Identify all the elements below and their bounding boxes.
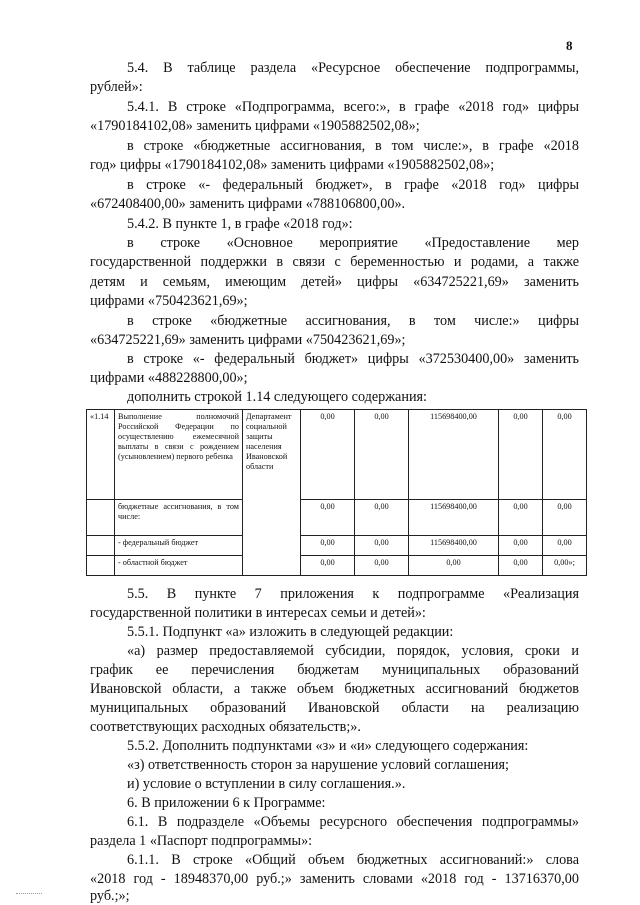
table-cell: 0,00 — [355, 500, 409, 536]
text-line: «а) размер предоставляемой субсидии, порядок, условия, сроки и — [127, 643, 579, 659]
table-row — [87, 410, 587, 500]
text-line: 6. В приложении 6 к Программе: — [127, 795, 326, 811]
text-line: и) условие о вступлении в силу соглашения.». — [127, 776, 406, 792]
table-cell: 0,00 — [499, 500, 543, 536]
table-cell: 0,00 — [355, 536, 409, 556]
text-line: дополнить строкой 1.14 следующего содержания: — [127, 389, 428, 405]
text-line: «2018 год - 18948370,00 руб.;» заменить словами «2018 год - 13716370,00 — [90, 871, 579, 887]
text-line: «672408400,00» заменить цифрами «788106800,00». — [90, 196, 406, 212]
text-line: «з) ответственность сторон за нарушение условий соглашения; — [127, 757, 509, 773]
row-label: - областной бюджет — [115, 556, 243, 576]
table-cell: 0,00»; — [543, 556, 587, 576]
text-line: руб.;»; — [90, 888, 130, 904]
table-cell: 0,00 — [543, 500, 587, 536]
row-label: - федеральный бюджет — [115, 536, 243, 556]
table-cell: 115698400,00 — [409, 536, 499, 556]
table-cell: 0,00 — [499, 536, 543, 556]
table-row — [87, 556, 587, 576]
text-line: в строке «бюджетные ассигнования, в том числе:», в графе «2018 — [127, 138, 579, 154]
text-line: «1790184102,08» заменить цифрами «1905882502,08»; — [90, 118, 420, 134]
executor: Департамент социальной защиты населения Ивановской области — [243, 410, 301, 576]
text-line: 5.4.2. В пункте 1, в графе «2018 год»: — [127, 216, 353, 232]
table-row — [87, 536, 587, 556]
table-cell: 0,00 — [301, 410, 355, 500]
text-line: год» цифры «1790184102,08» заменить цифрами «1905882502,08»; — [90, 157, 495, 173]
table-row — [87, 500, 587, 536]
table-cell: 0,00 — [355, 556, 409, 576]
text-line: в строке «- федеральный бюджет», в графе «2018 год» цифры — [127, 177, 579, 193]
table-cell: 0,00 — [499, 410, 543, 500]
text-line: 5.4.1. В строке «Подпрограмма, всего:», в графе «2018 год» цифры — [127, 99, 579, 115]
text-line: Ивановской области, а также объем бюджетных ассигнований бюджетов — [90, 681, 579, 697]
text-line: муниципальных образований Ивановской области на реализацию — [90, 700, 579, 716]
text-line: 5.5.1. Подпункт «а» изложить в следующей редакции: — [127, 624, 454, 640]
text-line: соответствующих расходных обязательств;». — [90, 719, 361, 735]
text-line: 5.4. В таблице раздела «Ресурсное обеспечение подпрограммы, — [127, 60, 579, 76]
table-cell: 0,00 — [355, 410, 409, 500]
text-line: цифрами «488228800,00»; — [90, 370, 248, 386]
table-cell: 0,00 — [301, 500, 355, 536]
text-line: в строке «- федеральный бюджет» цифры «372530400,00» заменить — [127, 351, 579, 367]
table-cell: 0,00 — [499, 556, 543, 576]
page-number: 8 — [566, 38, 573, 53]
text-line: государственной политики в интересах семьи и детей»: — [90, 605, 426, 621]
text-line: 6.1.1. В строке «Общий объем бюджетных ассигнований:» слова — [127, 852, 579, 868]
text-line: рублей»: — [90, 79, 143, 95]
text-line: 5.5. В пункте 7 приложения к подпрограмме «Реализация — [127, 586, 579, 602]
text-line: цифрами «750423621,69»; — [90, 293, 248, 309]
text-line: 6.1. В подразделе «Объемы ресурсного обеспечения подпрограммы» — [127, 814, 579, 830]
table-cell: 115698400,00 — [409, 410, 499, 500]
text-line: в строке «бюджетные ассигнования, в том числе:» цифры — [127, 313, 579, 329]
resource-table — [86, 409, 587, 576]
text-line: график ее перечисления бюджетам муниципальных образований — [90, 662, 579, 678]
table-cell: 0,00 — [409, 556, 499, 576]
scan-artifact — [16, 893, 42, 897]
text-line: раздела 1 «Паспорт подпрограммы»: — [90, 833, 313, 849]
table-cell: 0,00 — [543, 410, 587, 500]
row-label: бюджетные ассигнования, в том числе: — [115, 500, 243, 536]
text-line: в строке «Основное мероприятие «Предоставление мер — [127, 235, 579, 251]
text-line: детям и семьям, имеющим детей» цифры «634725221,69» заменить — [90, 274, 579, 290]
text-line: государственной поддержки в связи с беременностью и родами, а также — [90, 254, 579, 270]
activity-name: Выполнение полномочий Российской Федерации по осуществлению ежемесячной выплаты в связи с рождением (усыновлением) первого ребенка — [115, 410, 243, 500]
table-cell: 0,00 — [301, 556, 355, 576]
table-cell: 115698400,00 — [409, 500, 499, 536]
table-cell: 0,00 — [543, 536, 587, 556]
table-cell: 0,00 — [301, 536, 355, 556]
row-number: «1.14 — [87, 410, 115, 500]
text-line: 5.5.2. Дополнить подпунктами «з» и «и» следующего содержания: — [127, 738, 529, 754]
text-line: «634725221,69» заменить цифрами «750423621,69»; — [90, 332, 406, 348]
